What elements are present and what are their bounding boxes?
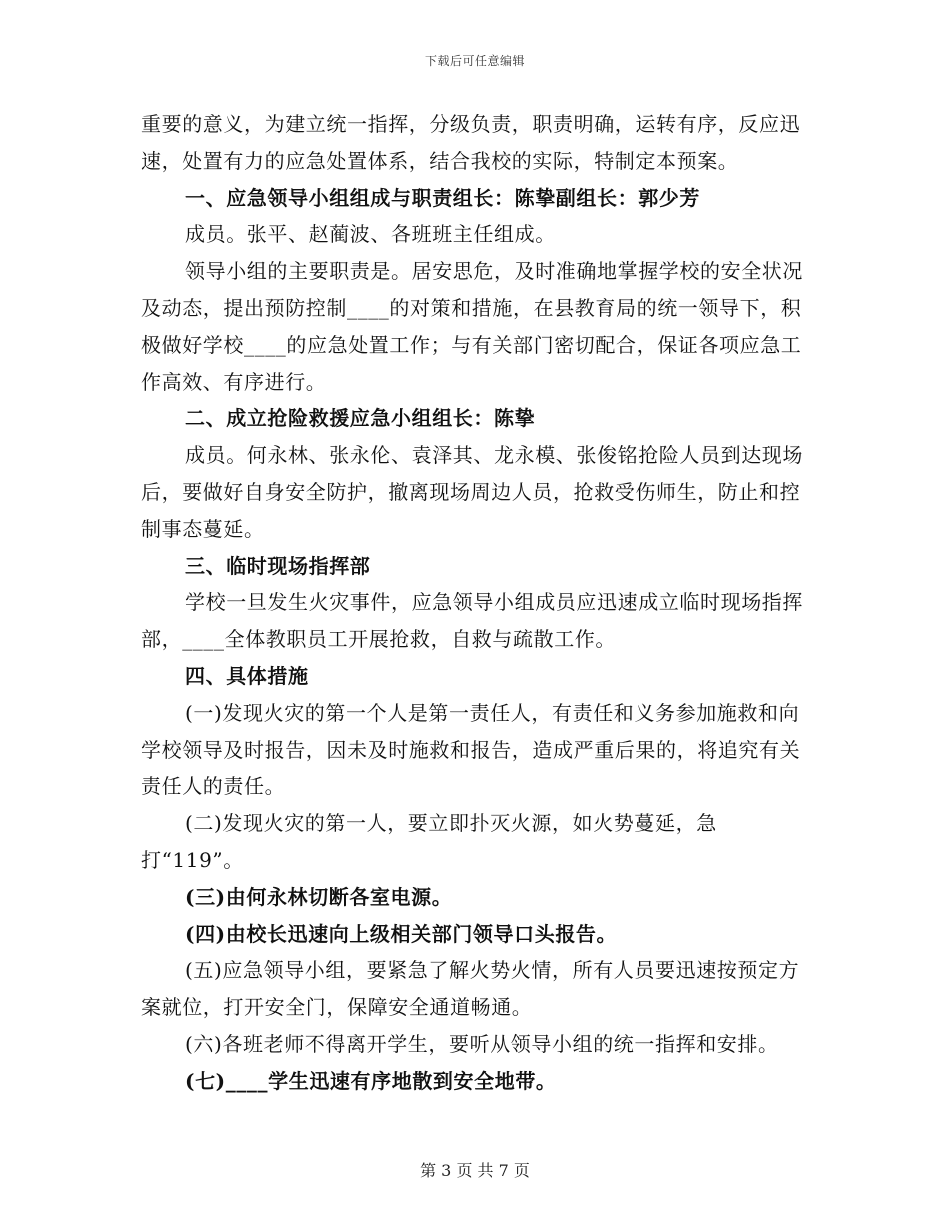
page-footer: 第 3 页 共 7 页 xyxy=(420,1161,530,1180)
paragraph-members-2: 成员。何永林、张永伦、袁泽其、龙永模、张俊铭抢险人员到达现场后，要做好自身安全防护，撤离现场周边人员，抢救受伤师生，防止和控制事态蔓延。 xyxy=(141,443,803,541)
paragraph-command: 学校一旦发生火灾事件，应急领导小组成员应迅速成立临时现场指挥部，____全体教职员工开展抢救，自救与疏散工作。 xyxy=(141,590,803,652)
document-body xyxy=(141,106,811,1100)
page-header: 下载后可任意编辑 xyxy=(424,54,525,68)
section-heading-1: 一、应急领导小组组成与职责组长：陈挚副组长：郭少芳 xyxy=(185,185,700,210)
paragraph-duties: 领导小组的主要职责是。居安思危，及时准确地掌握学校的安全状况及动态，提出预防控制____的对策和措施，在县教育局的统一领导下，积极做好学校____的应急处置工作；与有关部门密切配合，保证各项应急工作高效、有序进行。 xyxy=(141,259,803,394)
section-heading-2: 二、成立抢险救援应急小组组长：陈挚 xyxy=(185,406,536,431)
measure-item-4: (四)由校长迅速向上级相关部门领导口头报告。 xyxy=(185,921,618,946)
section-heading-3: 三、临时现场指挥部 xyxy=(185,553,371,578)
paragraph-members-1: 成员。张平、赵蔺波、各班班主任组成。 xyxy=(185,222,556,247)
measure-item-1: (一)发现火灾的第一个人是第一责任人，有责任和义务参加施救和向学校领导及时报告，因未及时施救和报告，造成严重后果的，将追究有关责任人的责任。 xyxy=(141,700,801,799)
measure-item-5: (五)应急领导小组，要紧急了解火势火情，所有人员要迅速按预定方案就位，打开安全门，保障安全通道畅通。 xyxy=(141,958,800,1020)
measure-item-6: (六)各班老师不得离开学生，要听从领导小组的统一指挥和安排。 xyxy=(185,1031,779,1056)
measure-item-7: (七)____学生迅速有序地散到安全地带。 xyxy=(185,1068,557,1093)
paragraph-intro: 重要的意义，为建立统一指挥，分级负责，职责明确，运转有序，反应迅速，处置有力的应急处置体系，结合我校的实际，特制定本预案。 xyxy=(141,112,801,173)
measure-item-3: (三)由何永林切断各室电源。 xyxy=(185,884,453,909)
section-heading-4: 四、具体措施 xyxy=(185,663,309,688)
measure-item-2: (二)发现火灾的第一人，要立即扑灭火源，如火势蔓延，急打“119”。 xyxy=(141,811,717,872)
